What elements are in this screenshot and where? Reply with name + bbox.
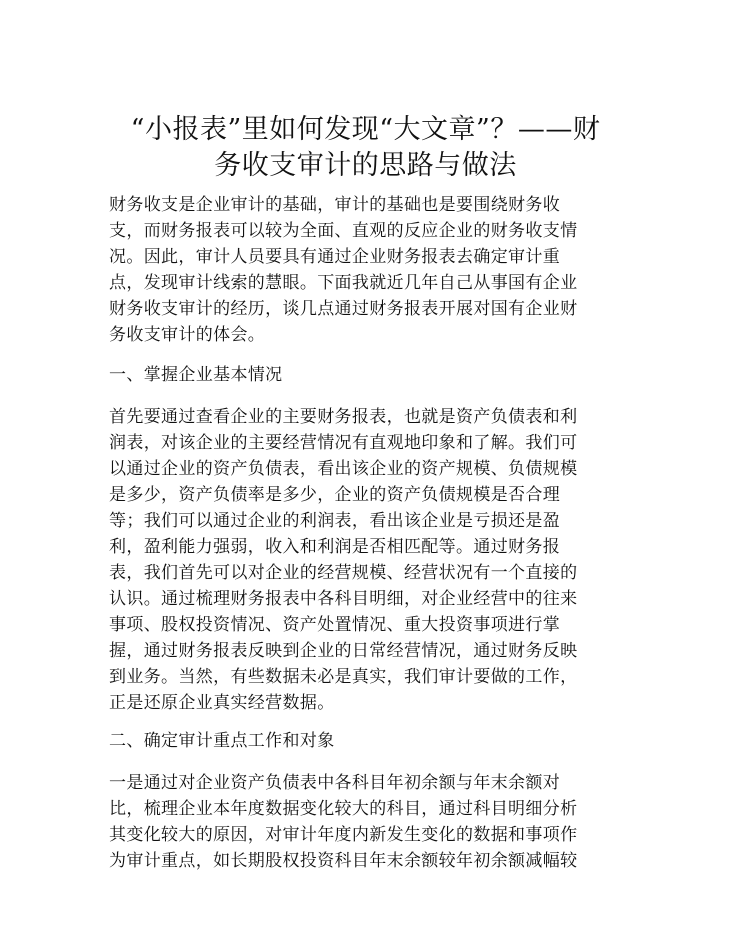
text-line: 其变化较大的原因，对审计年度内新发生变化的数据和事项作 [109, 825, 578, 845]
text-line: 首先要通过查看企业的主要财务报表，也就是资产负债表和利 [109, 407, 578, 427]
text-line: 比，梳理企业本年度数据变化较大的科目，通过科目明细分析 [109, 799, 578, 819]
text-line: 表，我们首先可以对企业的经营规模、经营状况有一个直接的 [109, 563, 578, 583]
text-line: 等；我们可以通过企业的利润表，看出该企业是亏损还是盈 [109, 511, 561, 531]
text-line: 支，而财务报表可以较为全面、直观的反应企业的财务收支情 [109, 221, 578, 241]
text-line: 财务收支是企业审计的基础，审计的基础也是要围绕财务收 [109, 195, 561, 215]
paragraph-section-2 [109, 770, 629, 874]
text-line: 认识。通过梳理财务报表中各科目明细，对企业经营中的往来 [109, 589, 578, 609]
document-title [60, 112, 671, 184]
text-line: 务收支审计的体会。 [109, 325, 266, 345]
text-line: 到业务。当然，有些数据未必是真实，我们审计要做的工作， [109, 667, 578, 687]
text-line: 点，发现审计线索的慧眼。下面我就近几年自己从事国有企业 [109, 273, 578, 293]
paragraph-intro [109, 192, 629, 348]
section-heading-2: 二、确定审计重点工作和对象 [109, 731, 335, 751]
text-line: 正是还原企业真实经营数据。 [109, 693, 335, 713]
text-line: 况。因此，审计人员要具有通过企业财务报表去确定审计重 [109, 247, 561, 267]
title-line: “小报表”里如何发现“大文章”？——财 [130, 114, 601, 145]
text-line: 润表，对该企业的主要经营情况有直观地印象和了解。我们可 [109, 433, 578, 453]
text-line: 以通过企业的资产负债表，看出该企业的资产规模、负债规模 [109, 459, 578, 479]
text-line: 握，通过财务报表反映到企业的日常经营情况，通过财务反映 [109, 641, 578, 661]
title-line: 务收支审计的思路与做法 [214, 150, 517, 181]
text-line: 为审计重点，如长期股权投资科目年末余额较年初余额减幅较 [109, 851, 578, 871]
section-heading-1: 一、掌握企业基本情况 [109, 365, 283, 385]
text-line: 事项、股权投资情况、资产处置情况、重大投资事项进行掌 [109, 615, 561, 635]
text-line: 利，盈利能力强弱，收入和利润是否相匹配等。通过财务报 [109, 537, 561, 557]
text-line: 财务收支审计的经历，谈几点通过财务报表开展对国有企业财 [109, 299, 578, 319]
document-body [109, 192, 629, 874]
text-line: 一是通过对企业资产负债表中各科目年初余额与年末余额对 [109, 773, 561, 793]
paragraph-section-1 [109, 404, 629, 716]
text-line: 是多少，资产负债率是多少，企业的资产负债规模是否合理 [109, 485, 561, 505]
